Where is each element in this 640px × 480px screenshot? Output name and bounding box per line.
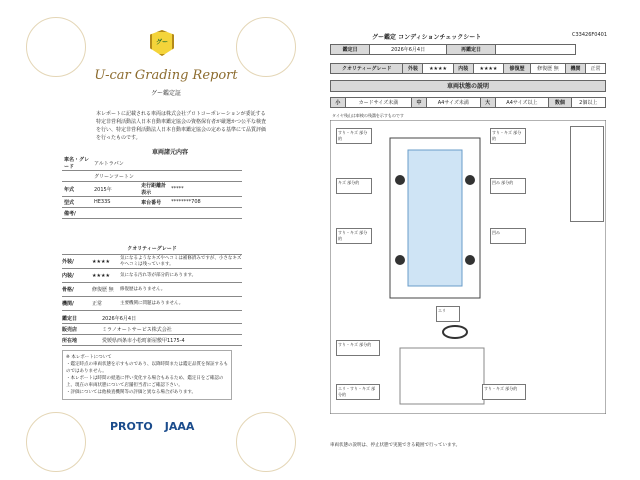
recheck-value [496, 45, 576, 55]
tire-icon [395, 175, 405, 185]
date-table [330, 44, 576, 55]
quality-stars: ★★★★ [92, 258, 110, 265]
quality-stars: ★★★★ [92, 272, 110, 279]
grade-table [330, 63, 606, 74]
certificate-footer [62, 313, 242, 346]
table-row [62, 208, 242, 219]
certificate-subtitle: グー鑑定証 [150, 90, 181, 97]
spec-label: 車台番号 [139, 197, 169, 208]
date-label: 鑑定日 [331, 45, 370, 55]
floral-ornament [26, 412, 86, 472]
spec-value: グリーンツートン [92, 171, 242, 182]
grade-label: クオリティーグレード [331, 64, 403, 74]
size-legend-table [330, 97, 606, 108]
spec-label: 走行距離計表示 [139, 182, 169, 197]
size-key: 数個 [549, 98, 571, 108]
grade-key: 外装 [403, 64, 423, 74]
recheck-label: 再鑑定日 [446, 45, 495, 55]
grade-key: 内装 [453, 64, 473, 74]
sheet-footer-note: 車両状態の説明は、停止状態で実施できる範囲で行っています。 [330, 443, 461, 448]
grade-value: ★★★★ [473, 64, 503, 74]
note-line: ※ 本レポートについて [66, 355, 112, 360]
size-value: 2個以上 [571, 98, 605, 108]
damage-box: すり・キズ 部分的 [490, 128, 526, 144]
note-line: ・評価については他検査機関等の評価と異なる場合があります。 [66, 390, 197, 395]
size-key: 中 [412, 98, 427, 108]
quality-label: 外装/ [62, 259, 74, 265]
quality-row [62, 269, 242, 283]
quality-heading: クオリティーグレード [62, 243, 242, 255]
damage-box: すり・キズ 部分的 [482, 384, 526, 400]
table-row [62, 197, 242, 208]
quality-row [62, 283, 242, 297]
tire-icon [465, 175, 475, 185]
footer-row [62, 324, 242, 335]
damage-box: すり・キズ 部分的 [336, 228, 372, 244]
footer-label: 所在地 [62, 337, 78, 344]
tire-icon [395, 255, 405, 265]
quality-stars: 修復歴 無 [92, 287, 114, 293]
quality-label: 骨格/ [62, 287, 74, 293]
damage-box: すり・キズ 部分的 [336, 128, 372, 144]
tire-note: タイヤ残山は車検の残溝を示すものです [332, 113, 404, 118]
grade-value: 正常 [586, 64, 606, 74]
footer-label: 販売店 [62, 326, 78, 333]
certificate-title: U-car Grading Report [94, 68, 238, 83]
quality-desc: 修復歴はありません。 [120, 286, 166, 292]
quality-desc: 気になる汚れ等が部分的にあります。 [120, 272, 197, 278]
grade-value: ★★★★ [423, 64, 453, 74]
spec-value: ********708 [169, 197, 242, 208]
footer-row [62, 335, 242, 346]
spec-value: アルトラパン [92, 156, 242, 171]
car-interior-outline [400, 348, 484, 404]
table-row [62, 156, 242, 171]
footer-value: 2026年6月4日 [102, 315, 137, 322]
quality-label: 内装/ [62, 273, 74, 279]
damage-box: すり・キズ 部分的 [336, 340, 380, 356]
size-value: A4サイズ以上 [495, 98, 549, 108]
footer-value: ミラノオートサービス株式会社 [102, 326, 172, 333]
legend-panel [570, 126, 604, 222]
table-row [62, 182, 242, 197]
size-value: カードサイズ未満 [345, 98, 411, 108]
spec-label [62, 171, 92, 182]
size-key: 大 [480, 98, 495, 108]
spec-label: 型式 [62, 197, 92, 208]
grade-value: 修復歴 無 [530, 64, 565, 74]
size-key: 小 [331, 98, 346, 108]
grade-key: 機関 [566, 64, 586, 74]
damage-box: 凹み 部分的 [490, 178, 526, 194]
date-value: 2026年6月4日 [370, 45, 447, 55]
damage-box: エリ [436, 306, 460, 322]
floral-ornament [26, 17, 86, 77]
vehicle-spec-table [62, 156, 242, 219]
size-value: A4サイズ未満 [426, 98, 480, 108]
logo-bar [110, 420, 250, 433]
spec-label: 車名・グレード [62, 156, 92, 171]
quality-row [62, 297, 242, 311]
spec-value: HE33S [92, 197, 139, 208]
badge-label: グー [155, 39, 168, 46]
proto-logo: PROTO [110, 420, 153, 433]
grade-key: 修復歴 [504, 64, 531, 74]
spec-label: 備考/ [62, 208, 92, 219]
quality-stars: 正常 [92, 301, 103, 307]
footer-value: 愛媛県西条市小松町新屋敷甲1175-4 [102, 337, 185, 344]
spec-value: ***** [169, 182, 242, 197]
condition-heading: 車両状態の説明 [330, 80, 606, 92]
quality-label: 機関/ [62, 301, 74, 307]
note-line: ・鑑定時点の車両状態を示すものであり、以降時間または鑑定品質を保証するものではありません。 [66, 362, 228, 374]
sheet-title: グー鑑定 コンディションチェックシート [372, 34, 482, 41]
certificate-notes [62, 350, 232, 400]
quality-desc: 主要機関に問題はありません。 [120, 300, 184, 306]
quality-row [62, 255, 242, 269]
car-glass-area [408, 150, 462, 286]
spec-label: 年式 [62, 182, 92, 197]
damage-box: 凹み [490, 228, 526, 244]
sheet-code: C33426F0401 [572, 32, 607, 38]
damage-box: エリ・すり・キズ 部分的 [336, 384, 380, 400]
certificate-description: 本レポートに記載される車両は株式会社プロトコーポレーションが委託する特定非営利活動法人日本自動車鑑定協会の資格保有者が厳選かつ公平な検査を行い、特定非営利活動法人日本自動車鑑定協会の定める基準にて品質評価を行ったものです。 [96, 111, 267, 141]
footer-row [62, 313, 242, 324]
steering-wheel-icon [443, 326, 467, 338]
table-row [62, 171, 242, 182]
vehicle-damage-diagram [330, 120, 606, 414]
quality-grade-section [62, 243, 242, 311]
damage-box: キズ 部分的 [336, 178, 372, 194]
spec-value [92, 208, 242, 219]
summary-heading: 車両諸元内容 [151, 149, 188, 156]
spec-value: 2015年 [92, 182, 139, 197]
tire-icon [465, 255, 475, 265]
jaaa-logo: JAAA [164, 420, 195, 433]
note-line: ・本レポートは時間の経過に伴い変化する場合もあるため、鑑定日をご確認の上、現在の車両状態について店舗担当者にご確認下さい。 [66, 376, 224, 388]
footer-label: 鑑定日 [62, 315, 78, 322]
quality-desc: 気になるようなキズやヘコミは補修済みですが、小さなキズやヘコミは残っています。 [120, 255, 242, 267]
diagram-frame [330, 120, 606, 414]
